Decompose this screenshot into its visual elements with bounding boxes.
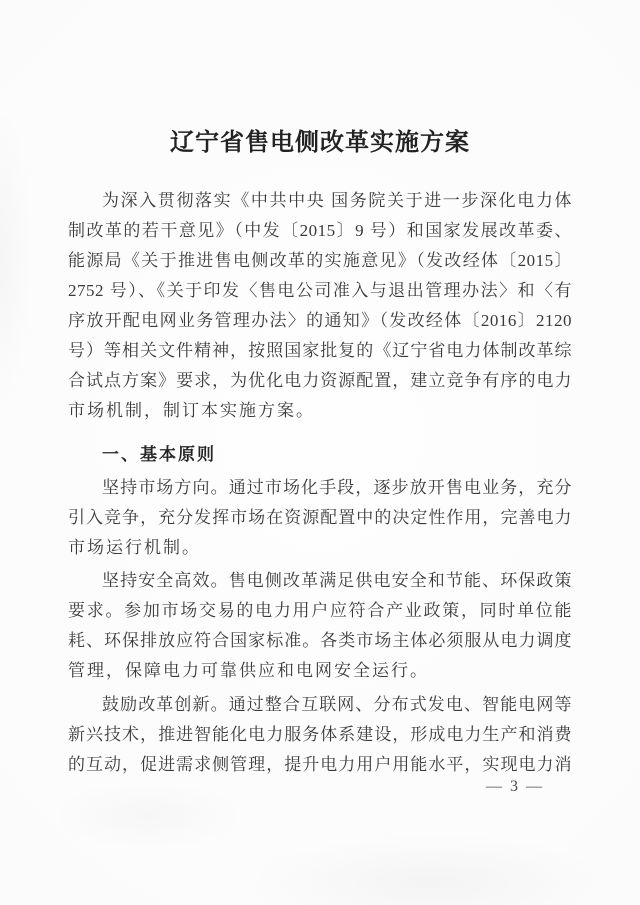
document-body: [68, 186, 572, 780]
page-number: — 3 —: [486, 778, 544, 795]
paragraph-reform-innovation: [68, 690, 572, 780]
text-line: 管理，保障电力可靠供应和电网安全运行。: [68, 661, 429, 680]
text-line: 序放开配电网业务管理办法〉的通知》（发改经体〔2016〕2120: [68, 311, 572, 330]
text-line: 引入竞争，充分发挥市场在资源配置中的决定性作用，完善电力: [68, 508, 572, 527]
text-line: 要求。参加市场交易的电力用户应符合产业政策，同时单位能: [68, 601, 572, 620]
text-line: 鼓励改革创新。通过整合互联网、分布式发电、智能电网等: [102, 695, 572, 714]
text-line: 2752 号）、《关于印发〈售电公司准入与退出管理办法〉和〈有: [68, 281, 572, 300]
text-line: 的互动，促进需求侧管理，提升电力用户用能水平，实现电力消: [68, 755, 572, 774]
paragraph-preamble: [68, 186, 572, 426]
text-line: 新兴技术，推进智能化电力服务体系建设，形成电力生产和消费: [68, 725, 572, 744]
document-title: 辽宁省售电侧改革实施方案: [170, 130, 470, 157]
text-line: 坚持安全高效。售电侧改革满足供电安全和节能、环保政策: [102, 571, 572, 590]
section-heading-basic-principles: 一、基本原则: [102, 445, 216, 464]
text-line: 制改革的若干意见》（中发〔2015〕9 号）和国家发展改革委、: [68, 221, 572, 240]
text-line: 耗、环保排放应符合国家标准。各类市场主体必须服从电力调度: [68, 631, 572, 650]
paragraph-market-direction: [68, 473, 572, 563]
text-line: 市场运行机制。: [68, 538, 201, 557]
text-line: 市场机制，制订本实施方案。: [68, 401, 315, 420]
text-line: 坚持市场方向。通过市场化手段，逐步放开售电业务，充分: [102, 478, 572, 497]
text-line: 为深入贯彻落实《中共中央 国务院关于进一步深化电力体: [102, 191, 572, 210]
paragraph-safety-efficiency: [68, 566, 572, 686]
text-line: 号）等相关文件精神，按照国家批复的《辽宁省电力体制改革综: [68, 341, 572, 360]
text-line: 能源局《关于推进售电侧改革的实施意见》（发改经体〔2015〕: [68, 251, 572, 270]
text-line: 合试点方案》要求，为优化电力资源配置，建立竞争有序的电力: [68, 371, 572, 390]
